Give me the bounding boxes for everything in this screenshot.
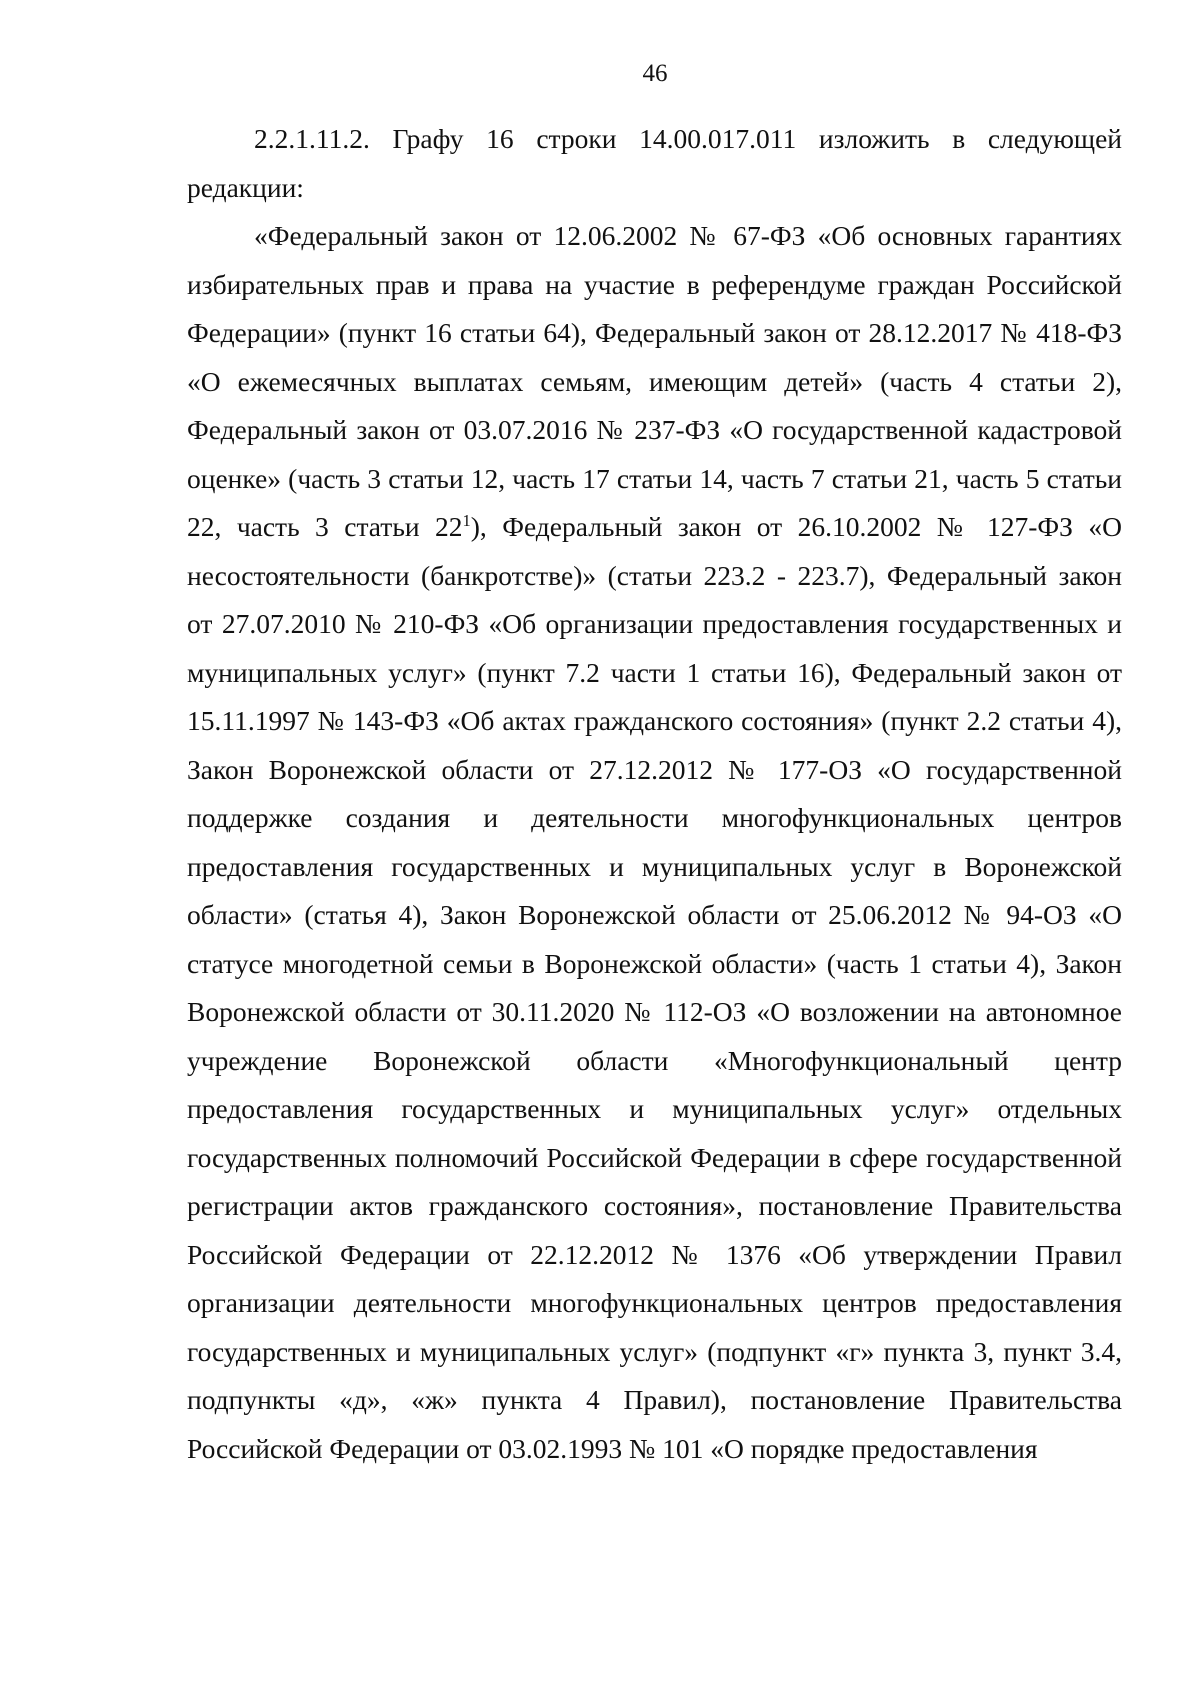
article-superscript: 1 — [462, 510, 471, 530]
paragraph-amendment-intro: 2.2.1.11.2. Графу 16 строки 14.00.017.011 изложить в следующей редакции: — [187, 123, 1122, 203]
legal-basis-text-part-1: «Федеральный закон от 12.06.2002 № 67-ФЗ «Об основных гарантиях избирательных прав и права на участие в референдуме граждан Российской Федерации» (пункт 16 статьи 64), Федеральный закон от 28.12.2017 № 418-ФЗ «О ежемесячных выплатах семьям, имеющим детей» (часть 4 статьи 2), Федеральный закон от 03.07.2016 № 237-ФЗ «О государственной кадастровой оценке» (часть 3 статьи 12, часть 17 статьи 14, часть 7 статьи 21, часть 5 статьи 22, часть 3 статьи 22 — [187, 220, 1122, 542]
document-body — [187, 115, 1122, 1473]
legal-basis-text-part-2: ), Федеральный закон от 26.10.2002 № 127-ФЗ «О несостоятельности (банкротстве)» (статьи 223.2 - 223.7), Федеральный закон от 27.07.2010 № 210-ФЗ «Об организации предоставления государственных и муниципальных услуг» (пункт 7.2 части 1 статьи 16), Федеральный закон от 15.11.1997 № 143-ФЗ «Об актах гражданского состояния» (пункт 2.2 статьи 4), Закон Воронежской области от 27.12.2012 № 177-ОЗ «О государственной поддержке создания и деятельности многофункциональных центров предоставления государственных и муниципальных услуг в Воронежской области» (статья 4), Закон Воронежской области от 25.06.2012 № 94-ОЗ «О статусе многодетной семьи в Воронежской области» (часть 1 статьи 4), Закон Воронежской области от 30.11.2020 № 112-ОЗ «О возложении на автономное учреждение Воронежской области «Многофункциональный центр предоставления государственных и муниципальных услуг» отдельных государственных полномочий Российской Федерации в сфере государственной регистрации актов гражданского состояния», постановление Правительства Российской Федерации от 22.12.2012 № 1376 «Об утверждении Правил организации деятельности многофункциональных центров предоставления государственных и муниципальных услуг» (подпункт «г» пункта 3, пункт 3.4, подпункты «д», «ж» пункта 4 Правил), постановление Правительства Российской Федерации от 03.02.1993 № 101 «О порядке предоставления — [187, 511, 1122, 1464]
page-number: 46 — [642, 60, 668, 87]
paragraph-legal-basis — [187, 212, 1122, 1473]
